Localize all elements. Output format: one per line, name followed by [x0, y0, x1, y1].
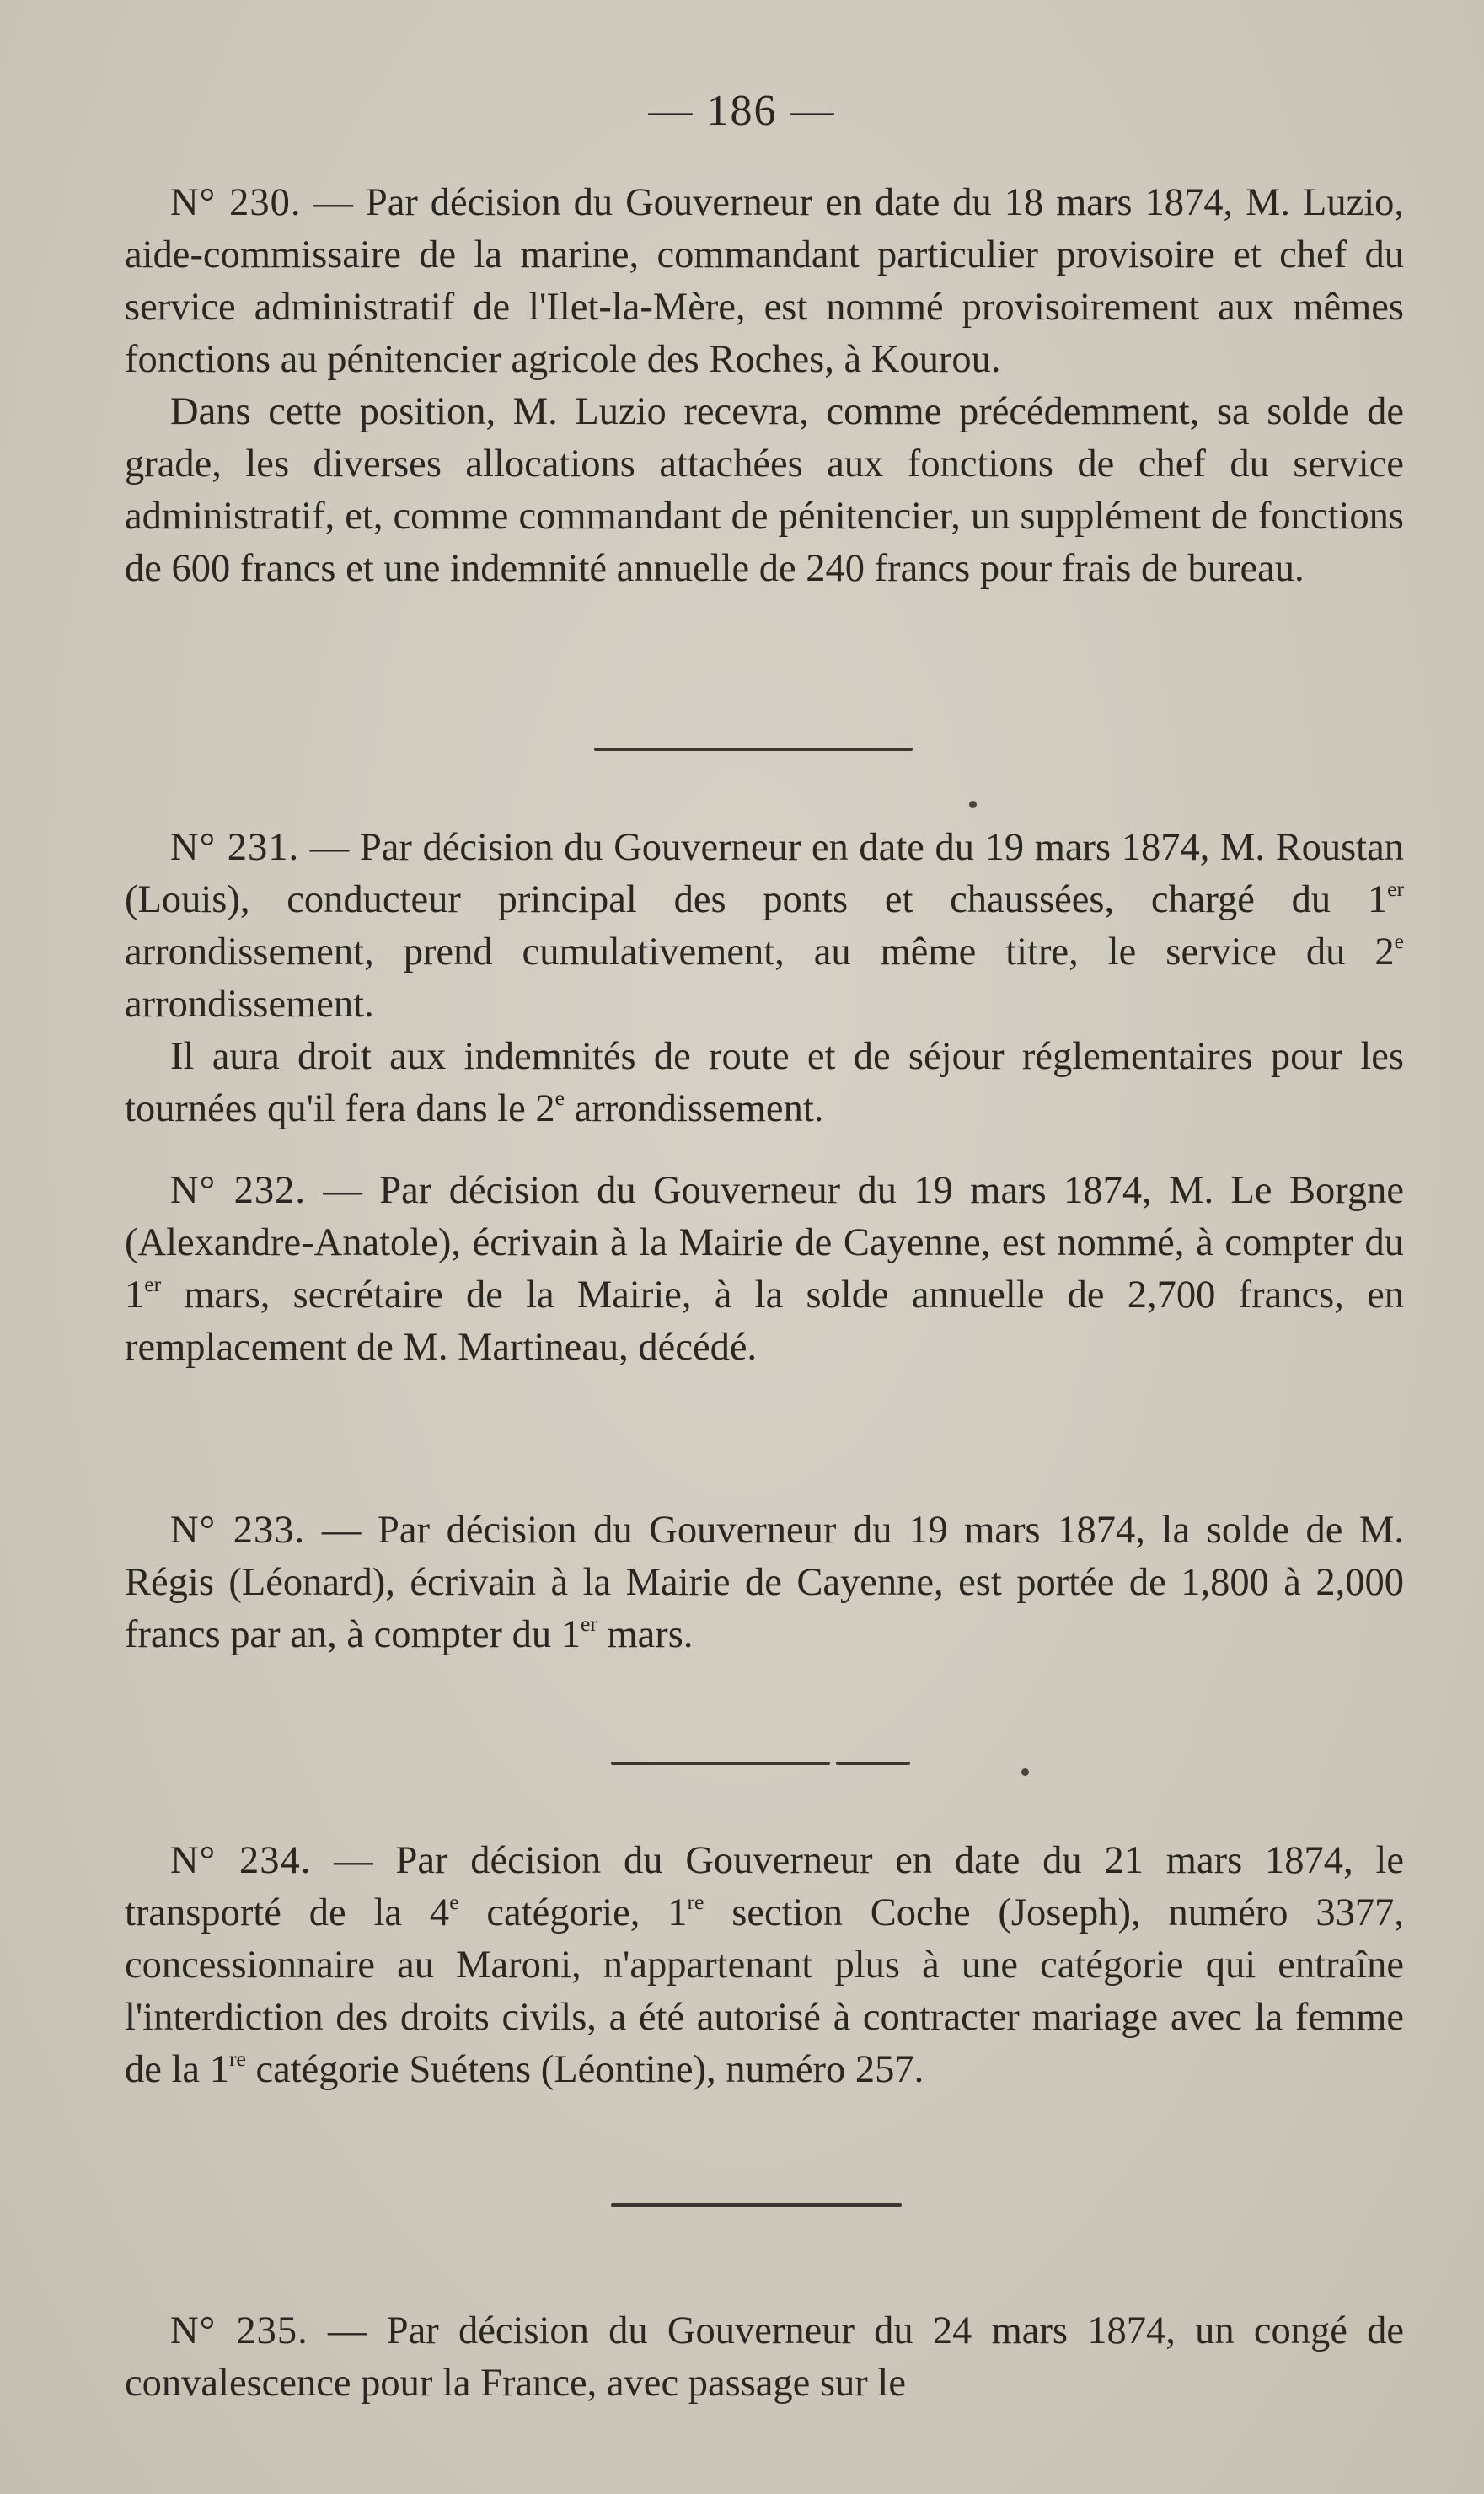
ordinal-superscript: re [687, 1889, 704, 1914]
entry-text: — Par décision du Gouverneur en date du 19 mars 1874, M. Roustan (Louis), conducteur principal des ponts et chaussées, chargé du 1 [125, 826, 1404, 921]
entry-text: mars, secrétaire de la Mairie, à la solde annuelle de 2,700 francs, en remplacement de M. Martineau, décédé. [125, 1274, 1404, 1369]
paragraph [125, 822, 1404, 1031]
ordinal-superscript: er [1387, 876, 1404, 901]
entry-number: N° 235. [170, 2309, 308, 2352]
entry-text: arrondissement. [565, 1087, 824, 1130]
ordinal-superscript: e [554, 1085, 565, 1110]
entry-number: N° 233. [170, 1509, 306, 1552]
entry-231 [125, 822, 1404, 1135]
entry-text: catégorie Suétens (Léontine), numéro 257. [245, 2048, 924, 2091]
entry-text: arrondissement. [125, 983, 374, 1026]
entry-number: N° 231. [170, 826, 300, 869]
paragraph [125, 2305, 1404, 2410]
entry-230 [125, 177, 1404, 595]
entry-text: arrondissement, prend cumulativement, au même titre, le service du 2 [125, 931, 1395, 973]
entry-text: Dans cette position, M. Luzio recevra, comme précédemment, sa solde de grade, les diverses allocations attachées aux fonctions de chef du service administratif, et, comme commandant de pénitencier, un supplément de fonctions de 600 francs et une indemnité annuelle de 240 francs pour frais de bureau. [125, 390, 1404, 590]
entry-text: catégorie, 1 [458, 1891, 688, 1934]
paragraph [125, 1835, 1404, 2096]
entry-number: N° 232. [170, 1169, 306, 1212]
page-number: — 186 — [648, 87, 836, 135]
entry-text: — Par décision du Gouverneur du 19 mars 1874, la solde de M. Régis (Léonard), écrivain à la Mairie de Cayenne, est portée de 1,800 à 2,000 francs par an, à compter du 1 [125, 1509, 1404, 1656]
ordinal-superscript: re [228, 2046, 246, 2071]
ink-speck [1021, 1768, 1029, 1776]
paragraph [125, 177, 1404, 386]
ordinal-superscript: e [449, 1889, 459, 1914]
entry-number: N° 234. [170, 1839, 312, 1882]
entry-233 [125, 1504, 1404, 1661]
entry-text: — Par décision du Gouverneur du 24 mars 1874, un congé de convalescence pour la France, avec passage sur le [125, 2309, 1404, 2405]
paragraph [125, 1504, 1404, 1661]
paragraph [125, 1031, 1404, 1135]
separator-rule [836, 1762, 910, 1765]
ordinal-superscript: e [1394, 928, 1404, 953]
entry-text: section Coche (Joseph), numéro 3377, concessionnaire au Maroni, n'appartenant plus à une catégorie qui entraîne l'interdiction des droits civils, a été autorisé à contracter mariage avec la femme de la 1 [125, 1891, 1404, 2091]
separator-rule [611, 1762, 830, 1765]
ordinal-superscript: er [144, 1271, 162, 1296]
paragraph [125, 1165, 1404, 1374]
paragraph [125, 386, 1404, 595]
entry-234 [125, 1835, 1404, 2096]
separator-rule [611, 2203, 902, 2207]
ink-speck [969, 801, 977, 808]
entry-number: N° 230. [170, 181, 302, 224]
entry-text: Il aura droit aux indemnités de route et de séjour réglementaires pour les tournées qu'il fera dans le 2 [125, 1035, 1404, 1130]
ordinal-superscript: er [580, 1611, 597, 1636]
separator-rule [594, 748, 913, 751]
entry-text: — Par décision du Gouverneur en date du 21 mars 1874, le transporté de la 4 [125, 1839, 1404, 1934]
entry-235 [125, 2305, 1404, 2410]
entry-232 [125, 1165, 1404, 1374]
entry-text: mars. [597, 1613, 694, 1656]
entry-text: — Par décision du Gouverneur en date du 18 mars 1874, M. Luzio, aide-commissaire de la marine, commandant particulier provisoire et chef du service administratif de l'Ilet-la-Mère, est nommé provisoirement aux mêmes fonctions au pénitencier agricole des Roches, à Kourou. [125, 181, 1404, 381]
entry-text: — Par décision du Gouverneur du 19 mars 1874, M. Le Borgne (Alexandre-Anatole), écrivain à la Mairie de Cayenne, est nommé, à compter du 1 [125, 1169, 1405, 1317]
